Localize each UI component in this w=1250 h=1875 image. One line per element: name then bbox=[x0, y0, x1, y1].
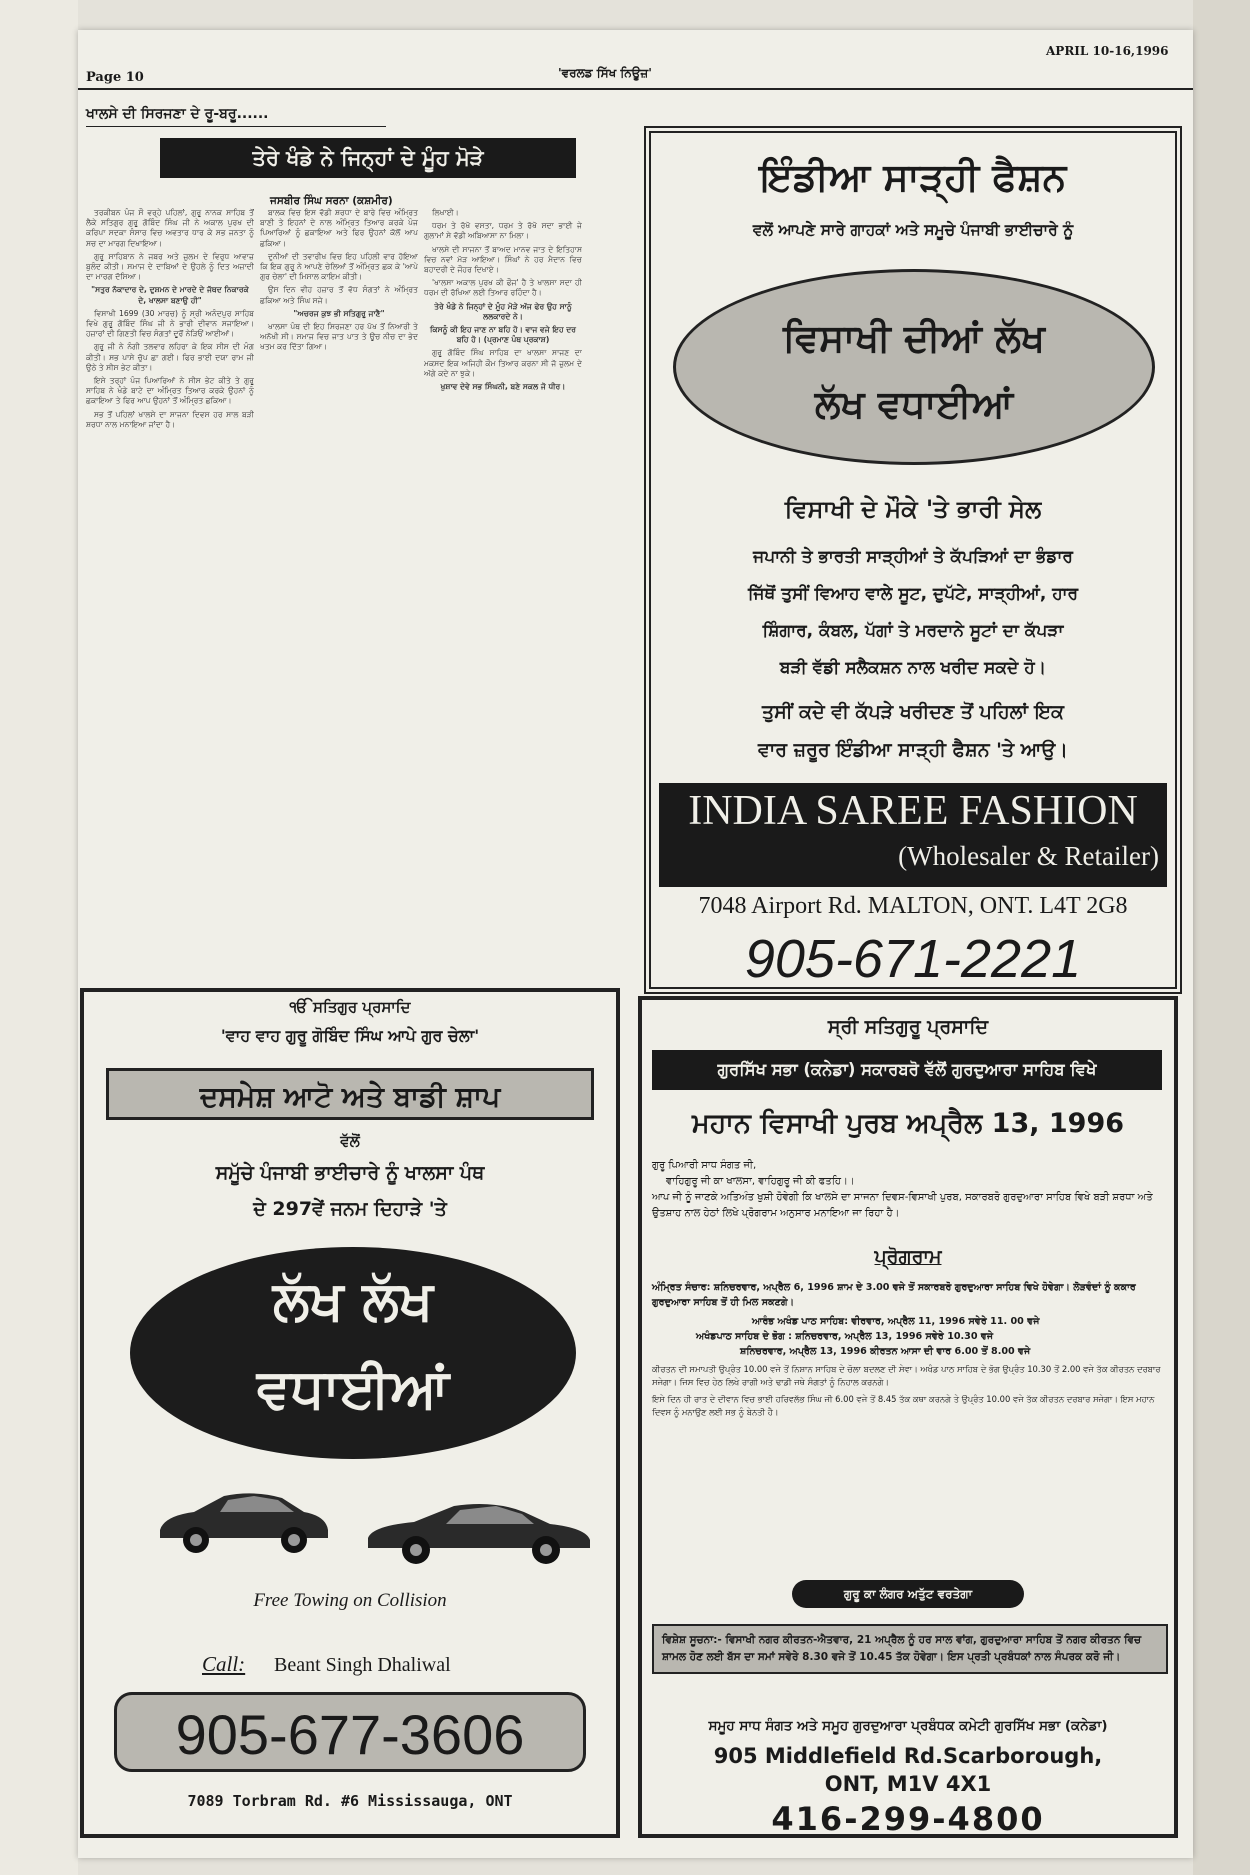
shop-phone: 905-671-2221 bbox=[744, 929, 1082, 989]
article-kicker: ਖਾਲਸੇ ਦੀ ਸਿਰਜਣਾ ਦੇ ਰੂ-ਬਰੂ...... bbox=[86, 106, 269, 122]
article-paragraph: ਸਭ ਤੋਂ ਪਹਿਲਾਂ ਖਾਲਸੇ ਦਾ ਸਾਜਨਾ ਦਿਵਸ ਹਰ ਸਾਲ ਬੜੀ ਸ਼ਰਧਾ ਨਾਲ ਮਨਾਇਆ ਜਾਂਦਾ ਹੈ। bbox=[86, 409, 254, 429]
greeting-oval bbox=[130, 1247, 576, 1459]
sabha-phone: 416-299-4800 bbox=[771, 1800, 1045, 1838]
program-item: ਅਖੰਡਪਾਠ ਸਾਹਿਬ ਦੇ ਭੋਗ : ਸ਼ਨਿਚਰਵਾਰ, ਅਪ੍ਰੈਲ 13, 1996 ਸਵੇਰੇ 10.30 ਵਜੇ bbox=[696, 1331, 994, 1342]
sabha-address-2: ONT, M1V 4X1 bbox=[824, 1772, 992, 1796]
article-quote: "ਸਤੁਰ ਨੱਕਾਦਾਰ ਦੇ, ਦੁਸ਼ਮਨ ਦੇ ਮਾਰਦੇ ਦੇ ਜੱਥਦ ਨਿਕਾਰਕੇ ਦੇ, ਖਾਲਸਾ ਬਣਾਉ ਹੀ" bbox=[91, 285, 249, 305]
ad-gursikh-sabha bbox=[638, 996, 1178, 1838]
shop-address: 7048 Airport Rd. MALTON, ONT. L4T 2G8 bbox=[698, 893, 1128, 919]
kicker-rule bbox=[86, 126, 386, 127]
shop-name: INDIA SAREE FASHION bbox=[688, 788, 1138, 834]
ad-invocation: ਸ੍ਰੀ ਸਤਿਗੁਰੂ ਪ੍ਰਸਾਦਿ bbox=[827, 1016, 989, 1038]
article-quote: ਤੇਰੇ ਖੰਡੇ ਨੇ ਜਿਨ੍ਹਾਂ ਦੇ ਮੂੰਹ ਮੋੜੇ ਅੱਜ ਫੇਰ ਉਹ ਸਾਨੂੰ ਲਲਕਾਰਦੇ ਨੇ। bbox=[434, 301, 572, 321]
article-paragraph: ਤਰਕੀਬਨ ਪੰਜ ਸੌ ਵਰ੍ਹੇ ਪਹਿਲਾਂ, ਗੁਰੂ ਨਾਨਕ ਸਾਹਿਬ ਤੋਂ ਲੈਕੇ ਸਤਿਗੁਰ ਗੁਰੂ ਗੋਬਿੰਦ ਸਿੰਘ ਜੀ ਨੇ ਅਕਾਲ ਪੁਰਖ ਦੀ ਕਰਿਪਾ ਸਦਕਾ ਸੰਸਾਰ ਵਿਚ ਅਵਤਾਰ ਧਾਰ ਕੇ ਸਭ ਜਨਤਾ ਨੂੰ ਸਚ ਦਾ ਮਾਰਗ ਦਿਖਾਇਆ। bbox=[86, 208, 254, 248]
article-paragraph: 'ਖਾਲਸਾ ਅਕਾਲ ਪੁਰਖ ਕੀ ਫੌਜ' ਹੈ ਤੇ ਖਾਲਸਾ ਸਦਾ ਹੀ ਧਰਮ ਦੀ ਰੱਖਿਆ ਲਈ ਤਿਆਰ ਰਹਿੰਦਾ ਹੈ। bbox=[424, 278, 582, 298]
sabha-banner: ਗੁਰਸਿੱਖ ਸਭਾ (ਕਨੇਡਾ) ਸਕਾਰਬਰੋ ਵੱਲੋਂ ਗੁਰਦੁਆਰਾ ਸਾਹਿਬ ਵਿਖੇ bbox=[652, 1050, 1162, 1090]
car-illustration-right bbox=[364, 1490, 594, 1568]
article-byline: ਜਸਬੀਰ ਸਿੰਘ ਸਰਨਾ (ਕਸ਼ਮੀਰ) bbox=[270, 195, 393, 207]
greeting-text-2: ਦੇ 297ਵੇਂ ਜਨਮ ਦਿਹਾੜੇ 'ਤੇ bbox=[253, 1198, 447, 1220]
special-notice: ਵਿਸ਼ੇਸ਼ ਸੂਚਨਾ:- ਵਿਸਾਖੀ ਨਗਰ ਕੀਰਤਨ-ਐਤਵਾਰ, 21 ਅਪ੍ਰੈਲ ਨੂੰ ਹਰ ਸਾਲ ਵਾਂਗ, ਗੁਰਦੁਆਰਾ ਸਾਹਿਬ ਤੋਂ ਨਗਰ ਕੀਰਤਨ ਵਿਚ ਸ਼ਾਮਲ ਹੋਣ ਲਈ ਬੱਸ ਦਾ ਸਮਾਂ ਸਵੇਰੇ 8.30 ਵਜੇ ਤੋਂ 10.45 ਤੱਕ ਹੋਵੇਗਾ। ਇਸ ਪ੍ਰਤੀ ਪ੍ਰਬੰਧਕਾਂ ਨਾਲ ਸੰਪਰਕ ਕਰੋ ਜੀ। bbox=[652, 1624, 1168, 1674]
greeting-oval bbox=[673, 269, 1155, 465]
ad-invocation: ੴ ਸਤਿਗੁਰ ਪ੍ਰਸਾਦਿ bbox=[289, 998, 411, 1016]
event-intro bbox=[652, 1158, 1164, 1222]
article-column-2 bbox=[260, 208, 418, 988]
article-quote: "ਅਚਰਜ ਕੁਝ ਭੀ ਸਤਿਗੁਰੂ ਜਾਣੈ" bbox=[293, 308, 385, 318]
greeting-oval-line-2: ਵਧਾਈਆਂ bbox=[256, 1357, 450, 1420]
ad-quote: 'ਵਾਹ ਵਾਹ ਗੁਰੂ ਗੋਬਿੰਦ ਸਿੰਘ ਆਪੇ ਗੁਰ ਚੇਲਾ' bbox=[220, 1026, 480, 1045]
ad-india-saree-fashion bbox=[644, 126, 1182, 994]
article-column-1 bbox=[86, 208, 254, 988]
shop-name-block bbox=[659, 783, 1167, 887]
program-list bbox=[652, 1280, 1164, 1419]
article-paragraph: ਗੁਰੂ ਸਾਹਿਬਾਨ ਨੇ ਜਬਰ ਅਤੇ ਜ਼ੁਲਮ ਦੇ ਵਿਰੁਧ ਆਵਾਜ਼ ਬੁਲੰਦ ਕੀਤੀ। ਸਮਾਜ ਦੇ ਦਾਬਿਆਂ ਦੇ ਉਹਲੇ ਨੂੰ ਦਿਤ ਅਜ਼ਾਦੀ ਦਾ ਮਾਰਗ ਦੱਸਿਆ। bbox=[86, 251, 254, 282]
ad-title: ਇੰਡੀਆ ਸਾੜ੍ਹੀ ਫੈਸ਼ਨ bbox=[759, 155, 1067, 199]
from-label: ਵੱਲੋਂ bbox=[340, 1132, 360, 1150]
newspaper-page bbox=[78, 30, 1193, 1858]
page-number: Page 10 bbox=[86, 70, 144, 85]
issue-date: APRIL 10-16,1996 bbox=[1046, 44, 1169, 58]
program-item: ਸ਼ਨਿਚਰਵਾਰ, ਅਪ੍ਰੈਲ 13, 1996 ਕੀਰਤਨ ਆਸਾ ਦੀ ਵਾਰ 6.00 ਤੋਂ 8.00 ਵਜੇ bbox=[740, 1346, 1031, 1357]
greeting-line-2: ਲੱਖ ਵਧਾਈਆਂ bbox=[814, 382, 1014, 426]
program-item: ਇਸੇ ਦਿਨ ਹੀ ਰਾਤ ਦੇ ਦੀਵਾਨ ਵਿਚ ਭਾਈ ਹਰਿਵਲੱਭ ਸਿੰਘ ਜੀ 6.00 ਵਜੇ ਤੋਂ 8.45 ਤੱਕ ਕਥਾ ਕਰਨਗੇ ਤੇ ਉਪ੍ਰੰਤ 10.00 ਵਜੇ ਤੱਕ ਕੀਰਤਨ ਦਰਬਾਰ ਸਜੇਗਾ। ਇਸ ਮਹਾਨ ਦਿਵਸ ਨੂੰ ਮਨਾਉਣ ਲਈ ਸਭ ਨੂੰ ਬੇਨਤੀ ਹੈ। bbox=[652, 1394, 1155, 1417]
article-paragraph: ਲਿਖਾਈ। bbox=[432, 208, 459, 217]
greeting-text-1: ਸਮੂੱਚੇ ਪੰਜਾਬੀ ਭਾਈਚਾਰੇ ਨੂੰ ਖਾਲਸਾ ਪੰਥ bbox=[215, 1162, 485, 1184]
program-title: ਪ੍ਰੋਗਰਾਮ bbox=[874, 1246, 942, 1268]
shop-phone: 905-677-3606 bbox=[114, 1692, 586, 1772]
shop-tagline: (Wholesaler & Retailer) bbox=[898, 841, 1159, 871]
article-paragraph: ਗੁਰੂ ਜੀ ਨੇ ਨੰਗੀ ਤਲਵਾਰ ਲਹਿਰਾ ਕੇ ਇਕ ਸੀਸ ਦੀ ਮੰਗ ਕੀਤੀ। ਸਭ ਪਾਸੇ ਚੁੱਪ ਛਾ ਗਈ। ਫਿਰ ਭਾਈ ਦਯਾ ਰਾਮ ਜੀ ਉਠੇ ਤੇ ਸੀਸ ਭੇਟ ਕੀਤਾ। bbox=[86, 342, 254, 372]
paper-name: 'ਵਰਲਡ ਸਿੱਖ ਨਿਊਜ਼' bbox=[558, 66, 652, 80]
article-headline: ਤੇਰੇ ਖੰਡੇ ਨੇ ਜਿਨ੍ਹਾਂ ਦੇ ਮੂੰਹ ਮੋੜੇ bbox=[160, 138, 576, 178]
program-item: ਕੀਰਤਨ ਦੀ ਸਮਾਪਤੀ ਉਪ੍ਰੰਤ 10.00 ਵਜੇ ਤੋਂ ਨਿਸ਼ਾਨ ਸਾਹਿਬ ਦੇ ਚੋਲਾ ਬਦਲਣ ਦੀ ਸੇਵਾ। ਅਖੰਡ ਪਾਠ ਸਾਹਿਬ ਦੇ ਭੋਗ ਉਪ੍ਰੰਤ 10.30 ਤੋਂ 2.00 ਵਜੇ ਤੱਕ ਕੀਰਤਨ ਦਰਬਾਰ ਸਜੇਗਾ। ਜਿਸ ਵਿਚ ਹੇਠ ਲਿਖੇ ਰਾਗੀ ਅਤੇ ਢਾਡੀ ਜਥੇ ਸੰਗਤਾਂ ਨੂੰ ਨਿਹਾਲ ਕਰਨਗੇ। bbox=[652, 1364, 1161, 1387]
article-quote: ਖੁਸ਼ਾਵ ਦੇਵੇ ਸਭ ਸਿੰਘਨੀ, ਬਣੇ ਸਕਲ ਜੋ ਧੀਰ। bbox=[440, 382, 566, 392]
article-paragraph: ਵਿਸਾਖੀ 1699 (30 ਮਾਰਚ) ਨੂੰ ਸ੍ਰੀ ਅਨੰਦਪੁਰ ਸਾਹਿਬ ਵਿਖੇ ਗੁਰੂ ਗੋਬਿੰਦ ਸਿੰਘ ਜੀ ਨੇ ਭਾਰੀ ਦੀਵਾਨ ਸਜਾਇਆ। ਹਜ਼ਾਰਾਂ ਦੀ ਗਿਣਤੀ ਵਿਚ ਸੰਗਤਾਂ ਦੂਰੋਂ ਨੇੜਿਓਂ ਆਈਆਂ। bbox=[86, 308, 254, 339]
article-paragraph: ਦੁਨੀਆਂ ਦੀ ਤਵਾਰੀਖ ਵਿਚ ਇਹ ਪਹਿਲੀ ਵਾਰ ਹੋਇਆ ਕਿ ਇਕ ਗੁਰੂ ਨੇ ਆਪਣੇ ਚੇਲਿਆਂ ਤੋਂ ਅੰਮ੍ਰਿਤ ਛਕ ਕੇ 'ਆਪੇ ਗੁਰ ਚੇਲਾ' ਦੀ ਮਿਸਾਲ ਕਾਇਮ ਕੀਤੀ। bbox=[260, 251, 418, 282]
car-illustration-left bbox=[154, 1482, 334, 1557]
article-paragraph: ਖਾਲਸੇ ਦੀ ਸਾਜਨਾ ਤੋਂ ਬਾਅਦ ਮਾਨਵ ਜਾਤ ਦੇ ਇਤਿਹਾਸ ਵਿਚ ਨਵਾਂ ਮੋੜ ਆਇਆ। ਸਿੰਘਾਂ ਨੇ ਹਰ ਮੈਦਾਨ ਵਿਚ ਬਹਾਦਰੀ ਦੇ ਜੌਹਰ ਦਿਖਾਏ। bbox=[424, 244, 582, 275]
article-quote: ਕਿਸਨੂੰ ਕੀ ਇਹ ਜਾਣ ਨਾ ਬਹਿ ਹੋ। ਵਾਜ ਵਜੇ ਇਹ ਦਰ ਬਹਿ ਹੋ। (ਪ੍ਰਮਾਣ ਪੰਥ ਪ੍ਰਕਾਸ਼) bbox=[430, 325, 576, 345]
page-right-edge bbox=[1193, 0, 1250, 1875]
ad-subtitle: ਵਲੋਂ ਆਪਣੇ ਸਾਰੇ ਗਾਹਕਾਂ ਅਤੇ ਸਮੂਚੇ ਪੰਜਾਬੀ ਭਾਈਚਾਰੇ ਨੂੰ bbox=[752, 221, 1074, 239]
shop-address: 7089 Torbram Rd. #6 Mississauga, ONT bbox=[187, 1792, 513, 1810]
intro-line: ਆਪ ਜੀ ਨੂੰ ਜਾਣਕੇ ਅਤਿਅੰਤ ਖੁਸ਼ੀ ਹੋਵੇਗੀ ਕਿ ਖਾਲਸੇ ਦਾ ਸਾਜਨਾ ਦਿਵਸ-ਵਿਸਾਖੀ ਪੁਰਬ, ਸਕਾਰਬਰੋ ਗੁਰਦੁਆਰਾ ਸਾਹਿਬ ਵਿਖੇ ਬੜੀ ਸ਼ਰਧਾ ਅਤੇ ਉਤਸ਼ਾਹ ਨਾਲ ਹੇਠਾਂ ਲਿਖੇ ਪ੍ਰੋਗਰਾਮ ਅਨੁਸਾਰ ਮਨਾਇਆ ਜਾ ਰਿਹਾ ਹੈ। bbox=[652, 1192, 1153, 1219]
ad-body-line: ਜਿੱਥੋਂ ਤੁਸੀਂ ਵਿਆਹ ਵਾਲੇ ਸੂਟ, ਦੁਪੱਟੇ, ਸਾੜ੍ਹੀਆਂ, ਹਾਰ bbox=[747, 584, 1079, 604]
ad-body-line: ਜਪਾਨੀ ਤੇ ਭਾਰਤੀ ਸਾੜ੍ਹੀਆਂ ਤੇ ਕੱਪੜਿਆਂ ਦਾ ਭੰਡਾਰ bbox=[753, 547, 1073, 567]
ad-body bbox=[651, 539, 1175, 687]
ad-dasmesh-auto bbox=[80, 988, 620, 1838]
page-left-edge bbox=[0, 0, 78, 1875]
sale-heading: ਵਿਸਾਖੀ ਦੇ ਮੌਕੇ 'ਤੇ ਭਾਰੀ ਸੇਲ bbox=[784, 495, 1042, 523]
event-headline: ਮਹਾਨ ਵਿਸਾਖੀ ਪੁਰਬ ਅਪ੍ਰੈਲ 13, 1996 bbox=[691, 1108, 1125, 1139]
towing-text: Free Towing on Collision bbox=[253, 1590, 447, 1611]
article-paragraph: ਉਸ ਦਿਨ ਵੀਹ ਹਜ਼ਾਰ ਤੋਂ ਵੱਧ ਸੰਗਤਾਂ ਨੇ ਅੰਮ੍ਰਿਤ ਛਕਿਆ ਅਤੇ ਸਿੰਘ ਸਜੇ। bbox=[260, 285, 418, 305]
ad-cta-1: ਤੁਸੀਂ ਕਦੇ ਵੀ ਕੱਪੜੇ ਖਰੀਦਣ ਤੋਂ ਪਹਿਲਾਂ ਇਕ bbox=[762, 701, 1064, 723]
header-rule bbox=[78, 88, 1193, 90]
article-paragraph: ਗੁਰੂ ਗੋਬਿੰਦ ਸਿੰਘ ਸਾਹਿਬ ਦਾ ਖਾਲਸਾ ਸਾਜਣ ਦਾ ਮਕਸਦ ਇਕ ਅਜਿਹੀ ਕੌਮ ਤਿਆਰ ਕਰਨਾ ਸੀ ਜੋ ਜ਼ੁਲਮ ਦੇ ਅੱਗੇ ਕਦੇ ਨਾ ਝੁਕੇ। bbox=[424, 348, 582, 378]
langar-badge: ਗੁਰੂ ਕਾ ਲੰਗਰ ਅਤੁੱਟ ਵਰਤੇਗਾ bbox=[792, 1580, 1024, 1608]
contact-name: Beant Singh Dhaliwal bbox=[274, 1654, 451, 1676]
shop-name-banner: ਦਸਮੇਸ਼ ਆਟੋ ਅਤੇ ਬਾਡੀ ਸ਼ਾਪ bbox=[106, 1068, 594, 1120]
article-paragraph: ਖਾਲਸਾ ਪੰਥ ਦੀ ਇਹ ਸਿਰਜਣਾ ਹਰ ਪੱਖ ਤੋਂ ਨਿਆਰੀ ਤੇ ਅਨੋਖੀ ਸੀ। ਸਮਾਜ ਵਿਚ ਜਾਤ ਪਾਤ ਤੇ ਊਚ ਨੀਚ ਦਾ ਭੇਦ ਖਤਮ ਕਰ ਦਿੱਤਾ ਗਿਆ। bbox=[260, 322, 418, 352]
program-item: ਅੰਮ੍ਰਿਤ ਸੰਚਾਰ: ਸ਼ਨਿਚਰਵਾਰ, ਅਪ੍ਰੈਲ 6, 1996 ਸ਼ਾਮ ਦੇ 3.00 ਵਜੇ ਤੋਂ ਸਕਾਰਬਰੋ ਗੁਰਦੁਆਰਾ ਸਾਹਿਬ ਵਿਖੇ ਹੋਵੇਗਾ। ਲੋੜਵੰਦਾਂ ਨੂੰ ਕਕਾਰ ਗੁਰਦੁਆਰਾ ਸਾਹਿਬ ਤੋਂ ਹੀ ਮਿਲ ਸਕਣਗੇ। bbox=[652, 1282, 1136, 1308]
ad-cta-2: ਵਾਰ ਜ਼ਰੂਰ ਇੰਡੀਆ ਸਾੜ੍ਹੀ ਫੈਸ਼ਨ 'ਤੇ ਆਉ। bbox=[757, 739, 1068, 761]
organizer-line: ਸਮੂਹ ਸਾਧ ਸੰਗਤ ਅਤੇ ਸਮੂਹ ਗੁਰਦੁਆਰਾ ਪ੍ਰਬੰਧਕ ਕਮੇਟੀ ਗੁਰਸਿੱਖ ਸਭਾ (ਕਨੇਡਾ) bbox=[708, 1718, 1108, 1734]
greeting-line-1: ਵਿਸਾਖੀ ਦੀਆਂ ਲੱਖ bbox=[782, 316, 1046, 360]
ad-body-line: ਬੜੀ ਵੱਡੀ ਸਲੈਕਸ਼ਨ ਨਾਲ ਖਰੀਦ ਸਕਦੇ ਹੋ। bbox=[779, 658, 1047, 678]
article-paragraph: ਬਾਲਕ ਵਿਚ ਇਸ ਵੱਡੀ ਸ਼ਰਧਾ ਦੇ ਬਾਰੇ ਵਿਚ ਅੰਮ੍ਰਿਤ ਬਾਣੀ ਤੇ ਇਹਨਾਂ ਦੇ ਨਾਲ ਅੰਮ੍ਰਿਤ ਤਿਆਰ ਕਰਕੇ ਪੰਜ ਪਿਆਰਿਆਂ ਨੂੰ ਛਕਾਇਆ ਅਤੇ ਫਿਰ ਉਹਨਾਂ ਕੋਲੋਂ ਆਪ ਛਕਿਆ। bbox=[260, 208, 418, 248]
article-paragraph: ਇਸੇ ਤਰ੍ਹਾਂ ਪੰਜ ਪਿਆਰਿਆਂ ਨੇ ਸੀਸ ਭੇਟ ਕੀਤੇ ਤੇ ਗੁਰੂ ਸਾਹਿਬ ਨੇ ਖੰਡੇ ਬਾਟੇ ਦਾ ਅੰਮ੍ਰਿਤ ਤਿਆਰ ਕਰਕੇ ਉਹਨਾਂ ਨੂੰ ਛਕਾਇਆ ਤੇ ਫਿਰ ਆਪ ਉਹਨਾਂ ਤੋਂ ਅੰਮ੍ਰਿਤ ਛਕਿਆ। bbox=[86, 376, 254, 406]
sabha-address-1: 905 Middlefield Rd.Scarborough, bbox=[713, 1744, 1103, 1768]
call-label: Call: bbox=[202, 1652, 246, 1676]
ad-body-line: ਸ਼ਿੰਗਾਰ, ਕੰਬਲ, ਪੱਗਾਂ ਤੇ ਮਰਦਾਨੇ ਸੂਟਾਂ ਦਾ ਕੱਪੜਾ bbox=[762, 621, 1064, 641]
greeting-oval-line-1: ਲੱਖ ਲੱਖ bbox=[272, 1269, 434, 1332]
intro-line: ਗੁਰੂ ਪਿਆਰੀ ਸਾਧ ਸੰਗਤ ਜੀ, bbox=[652, 1160, 757, 1171]
article-paragraph: ਧਰਮ ਤੇ ਰੱਖੋ ਵਸਤਾ, ਧਰਮ ਤੇ ਰੱਖੋ ਸਦਾ ਭਾਈ ਜੇ ਗੁਲਾਮਾਂ ਸੇ ਵੱਡੀ ਅਬਿਆਸਾ ਨਾ ਮਿਲਾ। bbox=[424, 221, 582, 241]
program-item: ਆਰੰਭ ਅਖੰਡ ਪਾਠ ਸਾਹਿਬ: ਵੀਰਵਾਰ, ਅਪ੍ਰੈਲ 11, 1996 ਸਵੇਰੇ 11. 00 ਵਜੇ bbox=[752, 1316, 1040, 1327]
intro-line: ਵਾਹਿਗੁਰੂ ਜੀ ਕਾ ਖਾਲਸਾ, ਵਾਹਿਗੁਰੂ ਜੀ ਕੀ ਫਤਹਿ।। bbox=[666, 1176, 855, 1187]
article-column-3 bbox=[424, 208, 582, 988]
